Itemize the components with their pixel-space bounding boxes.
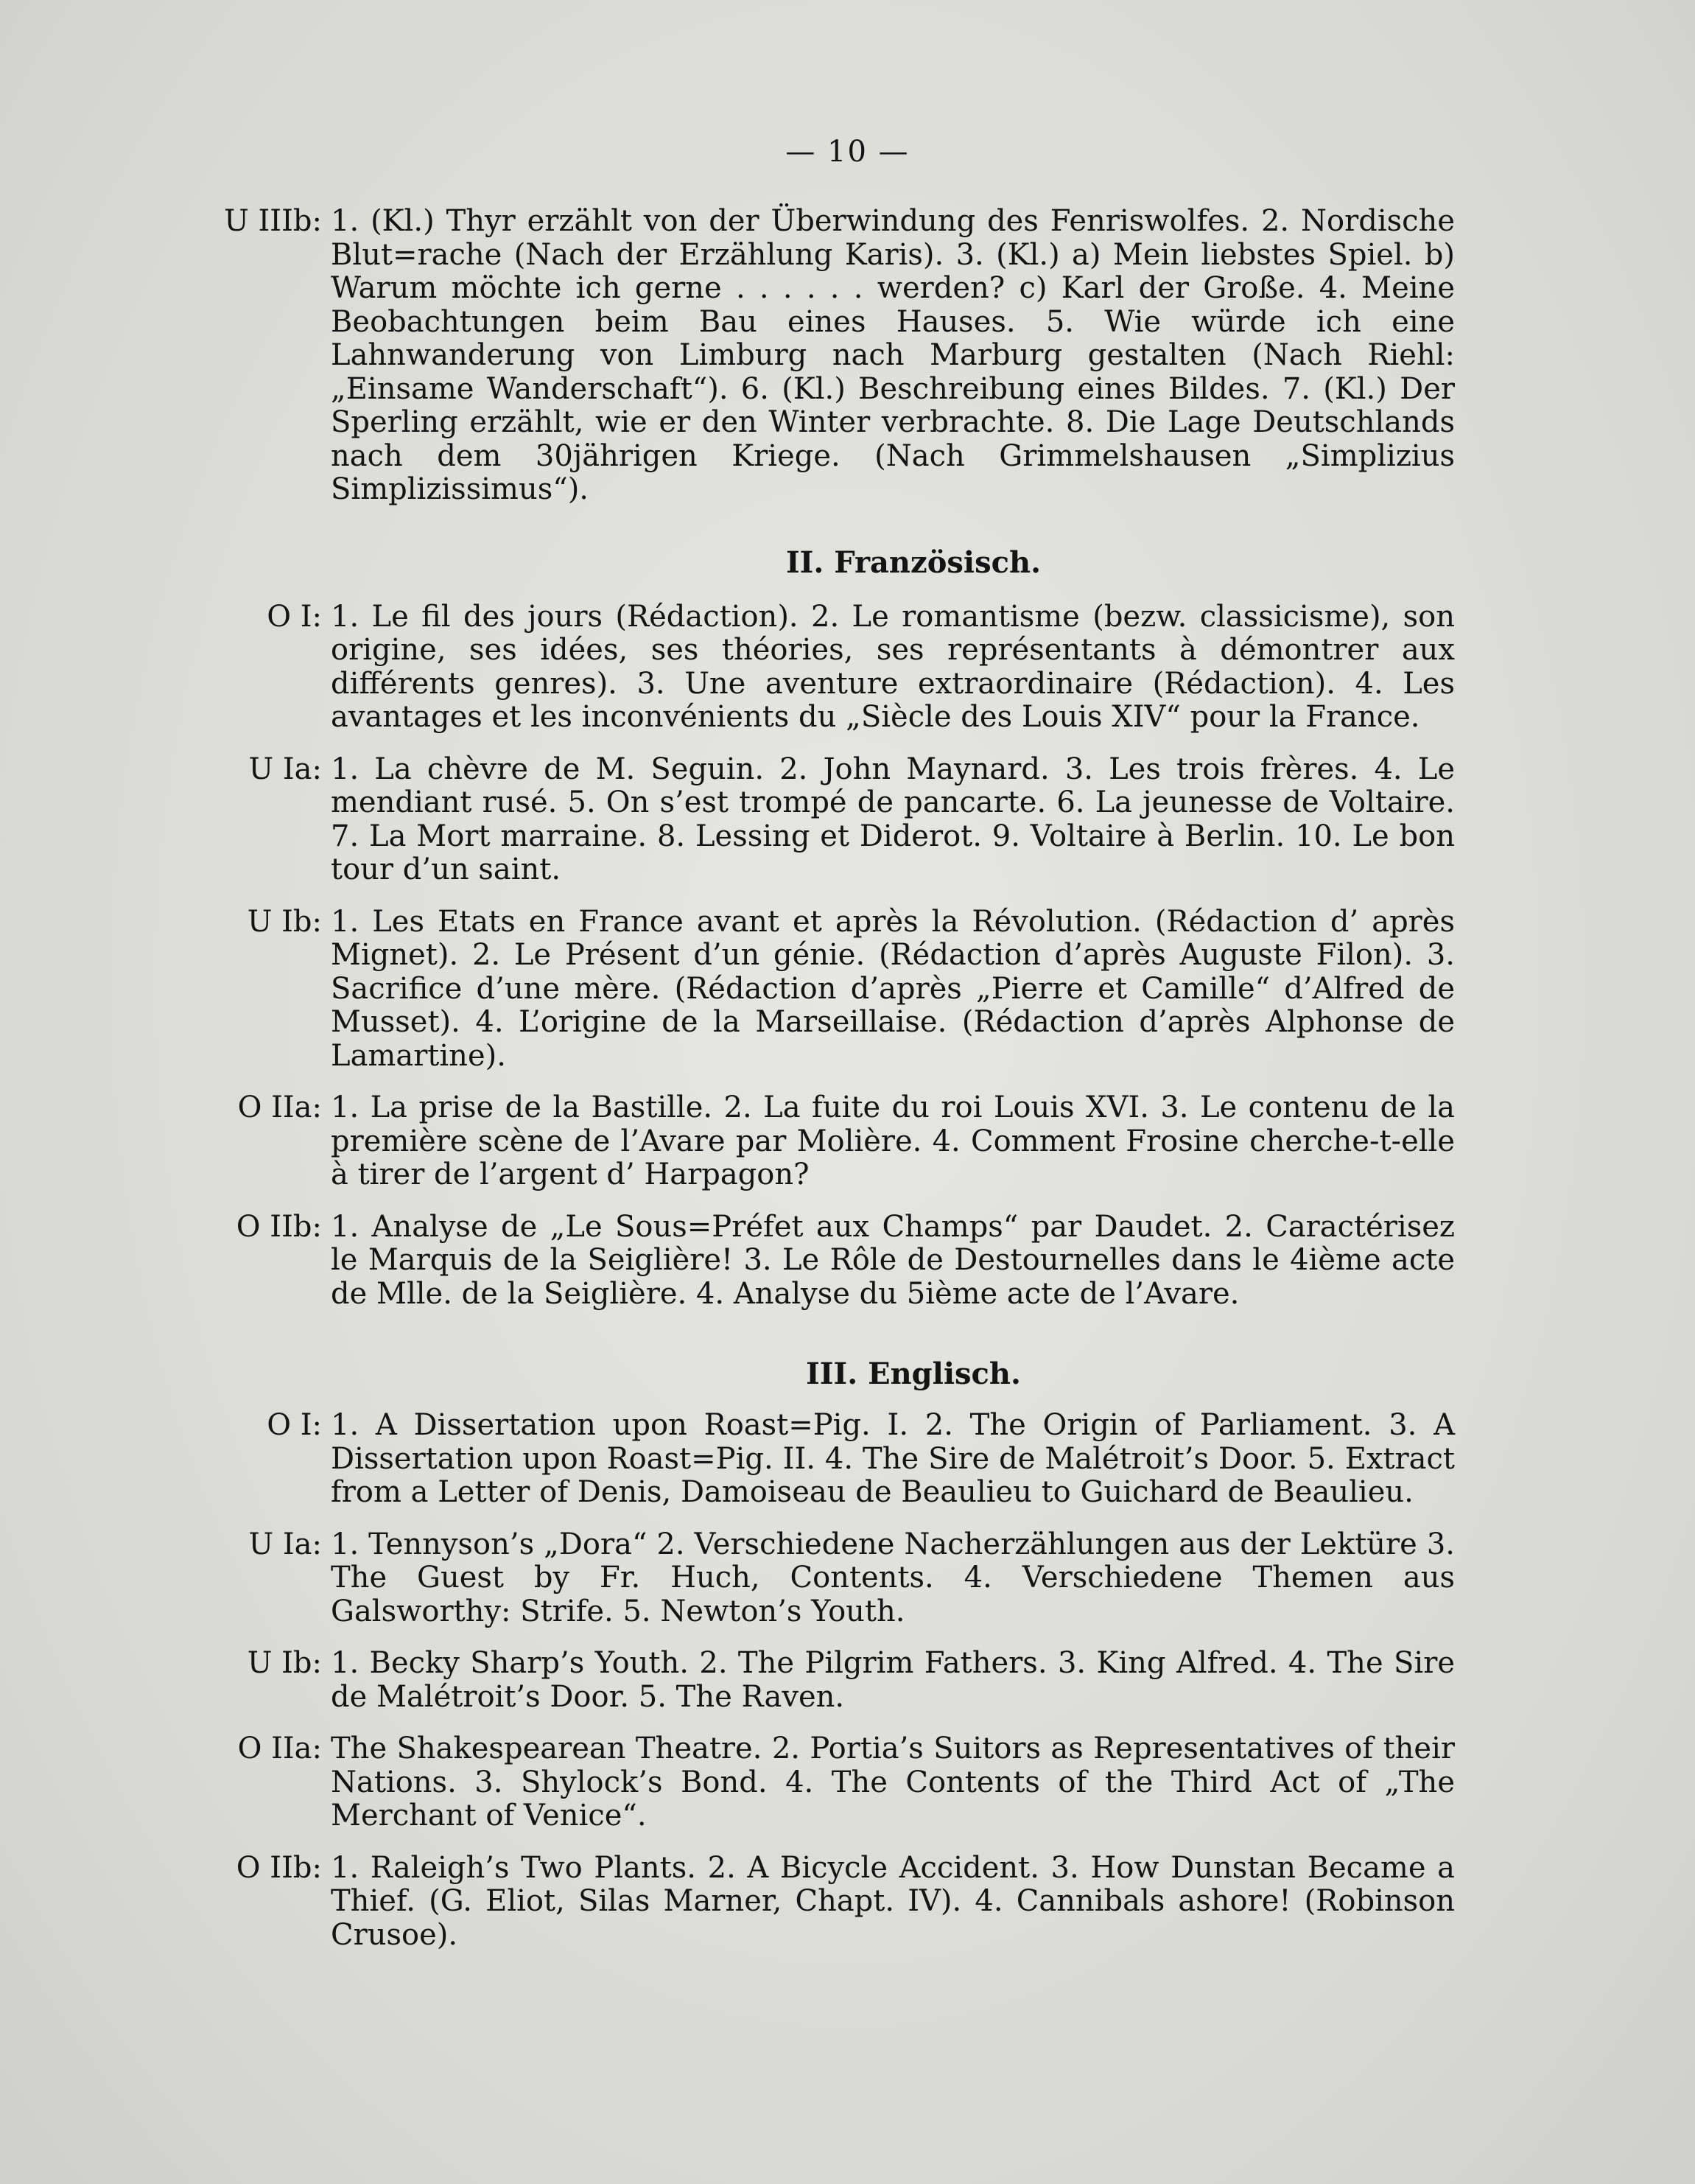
topics-text: 1. A Dissertation upon Roast=Pig. I. 2. The Origin of Parliament. 3. A Dissertation upon Roast=Pig. II. 4. The Sire de Malétroit’s Door. 5. Extract from a Letter of Denis, Damoiseau de Beaulieu to Guichard de Beaulieu. — [331, 1408, 1455, 1509]
topics-text: 1. Analyse de „Le Sous=Préfet aux Champs“ par Daudet. 2. Caractérisez le Marquis de la Seiglière! 3. Le Rôle de Destournelles dans le 4ième acte de Mlle. de la Seiglière. 4. Analyse du 5ième acte de l’Avare. — [331, 1209, 1455, 1311]
entry-fr-o-iib — [210, 1211, 1455, 1312]
section-heading-franzoesisch: II. Französisch. — [785, 545, 1042, 580]
topics-text: 1. La chèvre de M. Seguin. 2. John Maynard. 3. Les trois frères. 4. Le mendiant rusé. 5. On s’est trompé de pancarte. 6. La jeunesse de Voltaire. 7. La Mort marraine. 8. Lessing et Diderot. 9. Voltaire à Berlin. 10. Le bon tour d’un saint. — [331, 752, 1455, 886]
class-label: O IIa: — [237, 1091, 322, 1124]
entry-fr-o-i — [210, 601, 1455, 735]
class-label: U Ia: — [248, 1527, 322, 1561]
entry-fr-o-iia — [210, 1091, 1455, 1192]
page-number: — 10 — — [785, 135, 910, 169]
section-heading-englisch: III. Englisch. — [806, 1357, 1021, 1391]
topics-text: 1. Les Etats en France avant et après la Révolution. (Rédaction d’ après Mignet). 2. Le Présent d’un génie. (Rédaction d’après Auguste Filon). 3. Sacrifice d’une mère. (Rédaction d’après „Pierre et Camille“ d’Alfred de Musset). 4. L’origine de la Marseillaise. (Rédaction d’après Alphonse de Lamartine). — [331, 904, 1455, 1073]
topics-text: The Shakespearean Theatre. 2. Portia’s Suitors as Representatives of their Nations. 3. Shylock’s Bond. 4. The Contents of the Third Act of „The Merchant of Venice“. — [331, 1732, 1455, 1833]
entry-en-o-iia — [210, 1732, 1455, 1833]
topics-text: 1. Becky Sharp’s Youth. 2. The Pilgrim Fathers. 3. King Alfred. 4. The Sire de Malétroit’s Door. 5. The Raven. — [331, 1646, 1455, 1714]
entry-en-u-ib — [210, 1647, 1455, 1714]
entry-en-o-i — [210, 1409, 1455, 1510]
class-label: U IIIb: — [224, 204, 322, 238]
entry-en-u-ia — [210, 1528, 1455, 1629]
page-content — [210, 205, 1455, 1952]
class-label: O IIa: — [237, 1732, 322, 1765]
entry-fr-u-ib — [210, 906, 1455, 1074]
topics-text: 1. La prise de la Bastille. 2. La fuite du roi Louis XVI. 3. Le contenu de la première scène de l’Avare par Molière. 4. Comment Frosine cherche-t-elle à tirer de l’argent d’ Harpagon? — [331, 1091, 1455, 1191]
topics-text: 1. Tennyson’s „Dora“ 2. Verschiedene Nacherzählungen aus der Lektüre 3. The Guest by Fr. Huch, Contents. 4. Verschiedene Themen aus Galsworthy: Strife. 5. Newton’s Youth. — [331, 1527, 1455, 1628]
class-label: O I: — [267, 599, 322, 634]
class-label: U Ib: — [247, 904, 322, 939]
topics-text: 1. Raleigh’s Two Plants. 2. A Bicycle Accident. 3. How Dunstan Became a Thief. (G. Eliot, Silas Marner, Chapt. IV). 4. Cannibals ashore! (Robinson Crusoe). — [331, 1850, 1455, 1952]
topics-text: 1. Le fil des jours (Rédaction). 2. Le romantisme (bezw. classicisme), son origine, ses idées, ses théories, ses représentants à démontrer aux différents genres). 3. Une aventure extraordinaire (Rédaction). 4. Les avantages et les inconvénients du „Siècle des Louis XIV“ pour la France. — [331, 599, 1455, 734]
topics-text: 1. (Kl.) Thyr erzählt von der Überwindung des Fenriswolfes. 2. Nordische Blut=rache (Nach der Erzählung Karis). 3. (Kl.) a) Mein liebstes Spiel. b) Warum möchte ich gerne . . . . . . werden? c) Karl der Große. 4. Meine Beobachtungen beim Bau eines Hauses. 5. Wie würde ich eine Lahnwanderung von Limburg nach Marburg gestalten (Nach Riehl: „Einsame Wanderschaft“). 6. (Kl.) Beschreibung eines Bildes. 7. (Kl.) Der Sperling erzählt, wie er den Winter verbrachte. 8. Die Lage Deutschlands nach dem 30jährigen Kriege. (Nach Grimmelshausen „Simplizius Simplizissimus“). — [331, 204, 1455, 506]
class-label: O I: — [267, 1408, 322, 1442]
entry-en-o-iib — [210, 1852, 1455, 1953]
entry-u-iiib — [210, 205, 1455, 507]
class-label: O IIb: — [236, 1850, 322, 1885]
class-label: U Ia: — [248, 752, 322, 786]
class-label: U Ib: — [247, 1646, 322, 1680]
class-label: O IIb: — [236, 1209, 322, 1244]
entry-fr-u-ia — [210, 753, 1455, 887]
